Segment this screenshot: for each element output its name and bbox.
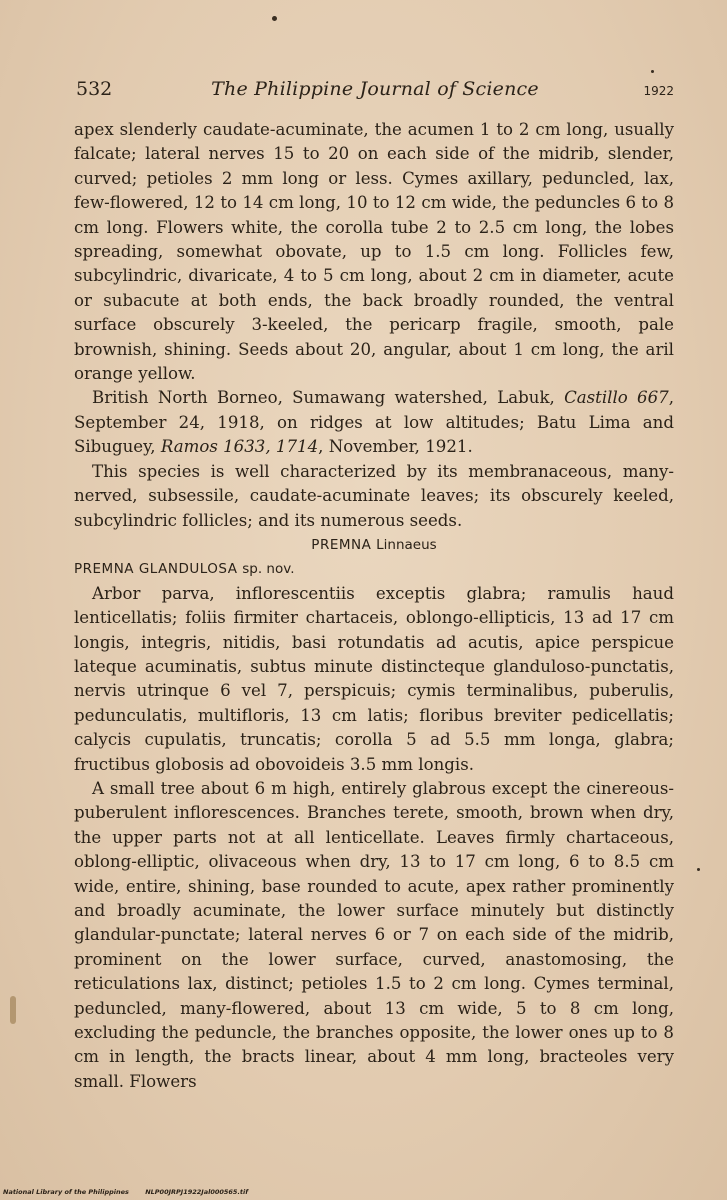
library-credit: National Library of the Philippines xyxy=(3,1188,129,1196)
running-header xyxy=(76,78,674,104)
scan-file-id: NLP00JRPJ1922Jal000565.tif xyxy=(145,1188,249,1196)
ink-speck-top xyxy=(272,16,277,21)
english-description: A small tree about 6 m high, entirely glabrous except the cinereous-puberulent inflorescences. Branches terete, smooth, brown when dry, the upper parts not at all lenticellate. Leaves firmly chartaceous, oblong-elliptic, olivaceous when dry, 13 to 17 cm long, 6 to 8.5 cm wide, entire, shining, base rounded to acute, apex rather prominently and broadly acuminate, the lower surface minutely but distinctly glandular-punctate; lateral nerves 6 or 7 on each side of the midrib, prominent on the lower surface, curved, anastomosing, the reticulations lax, distinct; petioles 1.5 to 2 cm long. Cymes terminal, peduncled, many-flowered, about 13 cm wide, 5 to 8 cm long, excluding the peduncle, the branches opposite, the lower ones up to 8 cm in length, the bracts linear, about 4 mm long, bracteoles very small. Flowers xyxy=(74,778,674,1091)
scan-footer xyxy=(3,1188,262,1196)
specimen-citation xyxy=(74,386,674,459)
latin-diagnosis: Arbor parva, inflorescentiis exceptis glabra; ramulis haud lenticellatis; foliis firmiter chartaceis, oblongo-ellipticis, 13 ad 17 cm longis, integris, nitidis, basi rotundatis ad acutis, apice perspicue lateque acuminatis, subtus minute distincteque glanduloso-punctatis, nervis utrinque 6 vel 7, perspicuis; cymis terminalibus, puberulis, pedunculatis, multifloris, 13 cm latis; floribus breviter pedicellatis; calycis cupulatis, truncatis; corolla 5 ad 5.5 mm longa, glabra; fructibus globosis ad obovoideis 3.5 mm longis. xyxy=(74,583,674,774)
page-number: 532 xyxy=(76,78,113,100)
citation-text-1: British North Borneo, Sumawang watershed, Labuk, xyxy=(92,388,565,408)
page-body xyxy=(74,118,674,1094)
publication-year: 1922 xyxy=(643,84,674,98)
species-name: PREMNA GLANDULOSA xyxy=(74,561,238,578)
species-heading xyxy=(74,557,674,581)
collector-number-2: Ramos 1633, 1714 xyxy=(160,437,319,457)
genus-name: PREMNA xyxy=(311,536,372,553)
collector-number-1: Castillo 667 xyxy=(564,388,669,408)
margin-stain xyxy=(10,996,16,1024)
citation-text-2: , September 24, 1918, on ridges at low altitudes; Batu Lima and Sibuguey, xyxy=(74,388,674,457)
description-continuation: apex slenderly caudate-acuminate, the acumen 1 to 2 cm long, usually falcate; lateral nerves 15 to 20 on each side of the midrib, slender, curved; petioles 2 mm long or less. Cymes axillary, peduncled, lax, few-flowered, 12 to 14 cm long, 10 to 12 cm wide, the peduncles 6 to 8 cm long. Flowers white, the corolla tube 2 to 2.5 cm long, the lobes spreading, somewhat obovate, up to 1.5 cm long. Follicles few, subcylindric, divaricate, 4 to 5 cm long, about 2 cm in diameter, acute or subacute at both ends, the back broadly rounded, the ventral surface obscurely 3-keeled, the pericarp fragile, smooth, pale brownish, shining. Seeds about 20, angular, about 1 cm long, the aril orange yellow. xyxy=(74,120,674,384)
species-remarks: This species is well characterized by its membranaceous, many-nerved, subsessile, caudate-acuminate leaves; its obscurely keeled, subcylindric follicles; and its numerous seeds. xyxy=(74,461,674,530)
ink-speck-right xyxy=(651,70,654,73)
species-status: sp. nov. xyxy=(242,561,295,578)
genus-heading xyxy=(74,533,674,557)
citation-text-3: , November, 1921. xyxy=(318,437,473,457)
genus-authority: Linnaeus xyxy=(376,536,437,553)
journal-title: The Philippine Journal of Science xyxy=(211,78,539,100)
ink-speck-margin xyxy=(697,868,700,871)
